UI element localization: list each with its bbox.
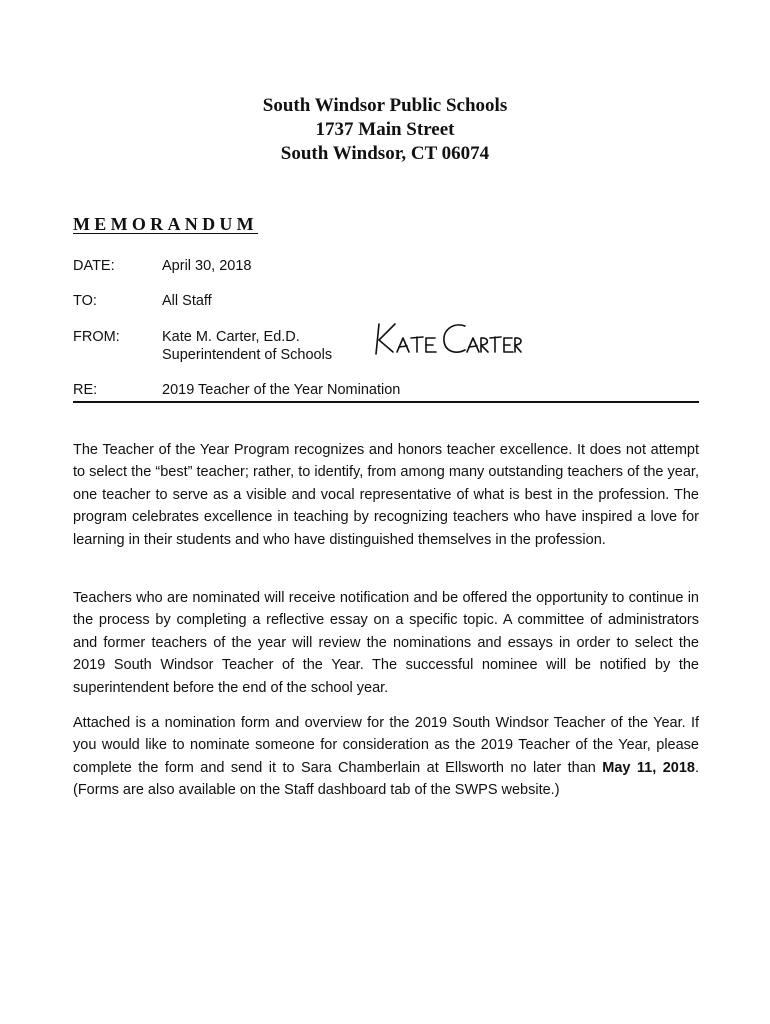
body-paragraph-2: Teachers who are nominated will receive notification and be offered the opportunity to continue in the process by completing a reflective essay on a specific topic. A committee of administrators and former teachers of the year will review the nominations and essays in order to select the 2019 South Windsor Teacher of the Year. The successful nominee will be notified by the superintendent before the end of the school year. xyxy=(73,590,699,696)
re-value: 2019 Teacher of the Year Nomination xyxy=(162,382,401,398)
date-label: DATE: xyxy=(73,258,115,274)
street-address: 1737 Main Street xyxy=(315,119,455,140)
paragraph-3-intro: Attached is a nomination form and overview for the 2019 South Windsor Teacher of the Year. If you would like to nominate someone for consideration as the 2019 Teacher of the Year, please complete the form and send it to Sara Chamberlain at Ellsworth no later than xyxy=(73,715,699,776)
school-district-name: South Windsor Public Schools xyxy=(262,95,508,116)
paragraph-3-outro: . (Forms are also available on the Staff dashboard tab of the SWPS website.) xyxy=(73,759,699,799)
re-label: RE: xyxy=(73,382,98,398)
nomination-deadline: May 11, 2018 xyxy=(602,759,695,776)
body-paragraph-1: The Teacher of the Year Program recognizes and honors teacher excellence. It does not attempt to select the “best” teacher; rather, to identify, from among many outstanding teachers of the year, one teacher to serve as a visible and vocal representative of what is best in the profession. The program celebrates excellence in teaching by recognizing teachers who have inspired a love for learning in their students and who have distinguished themselves in the profession. xyxy=(73,442,699,548)
from-name: Kate M. Carter, Ed.D. xyxy=(162,329,300,345)
city-state-zip: South Windsor, CT 06074 xyxy=(280,143,490,164)
from-label: FROM: xyxy=(73,329,120,345)
from-title: Superintendent of Schools xyxy=(162,347,333,363)
letterhead xyxy=(0,94,770,166)
memo-title: MEMORANDUM xyxy=(73,214,258,234)
to-label: TO: xyxy=(73,293,97,309)
signature-image xyxy=(373,318,523,360)
date-value: April 30, 2018 xyxy=(162,258,252,274)
to-value: All Staff xyxy=(162,293,212,309)
header-divider xyxy=(73,401,699,403)
body-paragraph-3 xyxy=(73,712,699,802)
